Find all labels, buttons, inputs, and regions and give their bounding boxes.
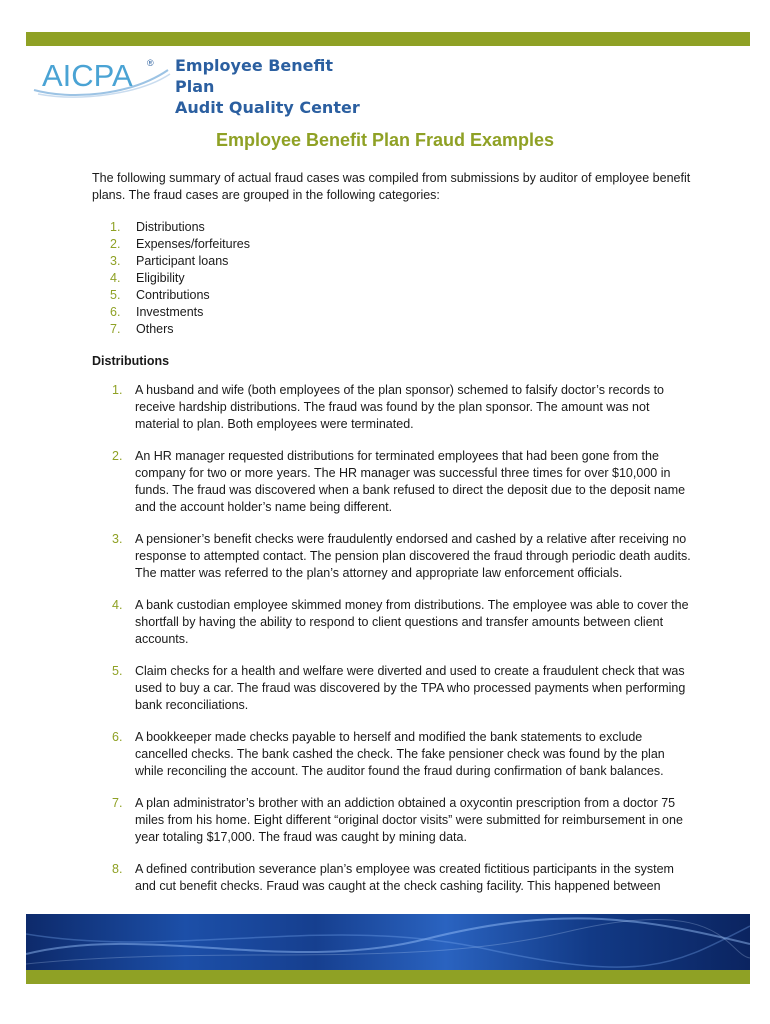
footer-decorative-band <box>26 914 750 970</box>
fraud-case-item <box>112 861 692 895</box>
page-title: Employee Benefit Plan Fraud Examples <box>215 130 555 150</box>
fraud-case-item <box>112 448 692 516</box>
list-number: 4. <box>110 271 121 285</box>
top-accent-bar <box>26 32 750 46</box>
case-number: 4. <box>112 598 123 612</box>
bottom-accent-bar <box>26 970 750 984</box>
fraud-case-item <box>112 663 692 714</box>
list-number: 5. <box>110 288 121 302</box>
case-number: 2. <box>112 449 123 463</box>
case-text: A defined contribution severance plan’s employee was created fictitious participants in the system and cut benefit checks. Fraud was caught at the check cashing facility. This happened between <box>135 862 674 893</box>
fraud-case-item <box>112 382 692 433</box>
case-text: A husband and wife (both employees of the plan sponsor) schemed to falsify doctor’s records to receive hardship distributions. The fraud was found by the plan sponsor. The amount was not material to plan. Both employees were terminated. <box>135 383 665 431</box>
logo-line-2: Audit Quality Center <box>175 98 360 117</box>
list-number: 6. <box>110 305 121 319</box>
list-item <box>110 287 692 304</box>
case-text: A bookkeeper made checks payable to herself and modified the bank statements to exclude cancelled checks. The bank cashed the check. The fake pensioner check was found by the plan while reconciling the account. The auditor found the fraud during confirmation of bank balances. <box>135 730 665 778</box>
fraud-case-item <box>112 729 692 780</box>
category-label: Participant loans <box>136 254 229 268</box>
case-number: 5. <box>112 664 123 678</box>
list-item <box>110 270 692 287</box>
fraud-case-item <box>112 597 692 648</box>
fraud-case-item <box>112 795 692 846</box>
category-label: Contributions <box>136 288 210 302</box>
intro-paragraph: The following summary of actual fraud cases was compiled from submissions by auditor of employee benefit plans. The fraud cases are grouped in the following categories: <box>92 171 691 202</box>
logo-mark: AICPA <box>42 58 133 93</box>
category-label: Investments <box>136 305 204 319</box>
category-label: Distributions <box>136 220 205 234</box>
case-text: Claim checks for a health and welfare were diverted and used to create a fraudulent check that was used to buy a car. The fraud was discovered by the TPA who processed payments when performing bank reconciliations. <box>135 664 686 712</box>
list-number: 2. <box>110 237 121 251</box>
case-number: 6. <box>112 730 123 744</box>
case-text: A bank custodian employee skimmed money from distributions. The employee was able to cover the shortfall by having the ability to respond to client questions and transfer amounts between client accounts. <box>135 598 689 646</box>
fraud-case-list <box>92 382 692 895</box>
case-number: 8. <box>112 862 123 876</box>
document-body <box>92 170 692 910</box>
list-number: 3. <box>110 254 121 268</box>
case-text: An HR manager requested distributions for terminated employees that had been gone from the company for two or more years. The HR manager was successful three times for over $10,000 in funds. The fraud was discovered when a bank refused to direct the deposit due to the deposit name and the account holder’s name being different. <box>135 449 686 514</box>
category-label: Others <box>136 322 174 336</box>
footer-wave-icon <box>26 914 750 970</box>
case-number: 3. <box>112 532 123 546</box>
case-text: A pensioner’s benefit checks were fraudulently endorsed and cashed by a relative after receiving no response to attempted contact. The pension plan discovered the fraud through periodic death audits. The matter was referred to the plan’s attorney and appropriate law enforcement officials. <box>135 532 691 580</box>
category-label: Expenses/forfeitures <box>136 237 250 251</box>
fraud-case-item <box>112 531 692 582</box>
case-text: A plan administrator’s brother with an addiction obtained a oxycontin prescription from a doctor 75 miles from his home. Eight different “original doctor visits” were submitted for reimbursement in one year totaling $17,000. The fraud was caught by mining data. <box>135 796 683 844</box>
logo-text <box>175 55 370 118</box>
list-number: 7. <box>110 322 121 336</box>
case-number: 1. <box>112 383 123 397</box>
list-item <box>110 304 692 321</box>
list-number: 1. <box>110 220 121 234</box>
category-list <box>92 219 692 338</box>
aicpa-logo <box>30 50 370 117</box>
list-item <box>110 219 692 236</box>
section-heading-distributions: Distributions <box>92 354 170 368</box>
case-number: 7. <box>112 796 123 810</box>
logo-registered-mark: ® <box>147 58 154 68</box>
list-item <box>110 321 692 338</box>
list-item <box>110 236 692 253</box>
list-item <box>110 253 692 270</box>
logo-line-1: Employee Benefit Plan <box>175 56 334 96</box>
category-label: Eligibility <box>136 271 185 285</box>
